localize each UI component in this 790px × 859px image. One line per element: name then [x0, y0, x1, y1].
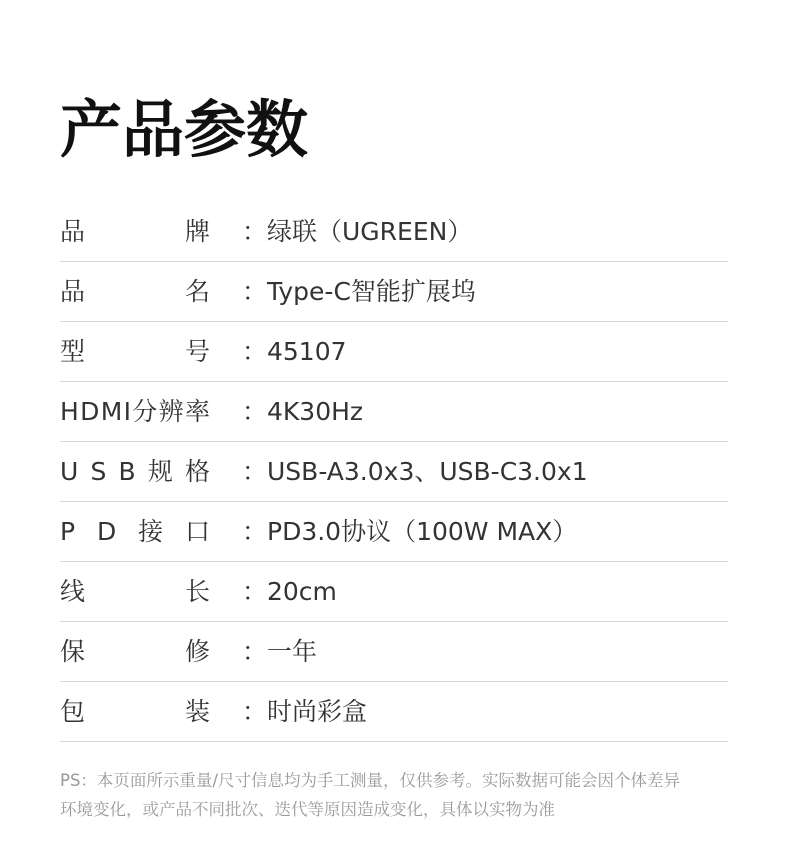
- spec-value: ：一年: [242, 637, 318, 666]
- spec-row-product-name: [60, 262, 728, 322]
- disclaimer-line-2: 环境变化，或产品不同批次、迭代等原因造成变化，具体以实物为准: [60, 800, 555, 819]
- spec-label: P D 接 口: [60, 517, 210, 546]
- spec-row-pd-port: [60, 502, 728, 562]
- spec-row-model: [60, 322, 728, 382]
- spec-label: H D M I 分 辨 率: [60, 397, 210, 426]
- spec-value: ：45107: [242, 337, 347, 366]
- spec-row-brand: [60, 202, 728, 262]
- spec-label: 品 名: [60, 277, 210, 306]
- spec-label: 保 修: [60, 637, 210, 666]
- spec-label: 品 牌: [60, 217, 210, 246]
- spec-row-usb-spec: [60, 442, 728, 502]
- spec-label: U S B 规 格: [60, 457, 210, 486]
- disclaimer-note: [60, 766, 730, 824]
- page-title: 产品参数: [60, 93, 309, 166]
- spec-value: ：4K30Hz: [242, 397, 364, 426]
- spec-label: 型 号: [60, 337, 210, 366]
- spec-value: ：USB-A3.0x3、USB-C3.0x1: [242, 457, 588, 486]
- spec-table: [60, 202, 728, 742]
- disclaimer-line-1: PS：本页面所示重量/尺寸信息均为手工测量，仅供参考。实际数据可能会因个体差异: [60, 771, 680, 790]
- spec-row-packaging: [60, 682, 728, 742]
- spec-value: ：20cm: [242, 577, 337, 606]
- spec-value: ：绿联（UGREEN）: [242, 217, 473, 246]
- spec-row-warranty: [60, 622, 728, 682]
- spec-row-hdmi-resolution: [60, 382, 728, 442]
- spec-row-cable-length: [60, 562, 728, 622]
- spec-label: 线 长: [60, 577, 210, 606]
- spec-label: 包 装: [60, 697, 210, 726]
- spec-value: ：PD3.0协议（100W MAX）: [242, 517, 578, 546]
- spec-value: ：时尚彩盒: [242, 697, 368, 726]
- spec-value: ：Type-C智能扩展坞: [242, 277, 476, 306]
